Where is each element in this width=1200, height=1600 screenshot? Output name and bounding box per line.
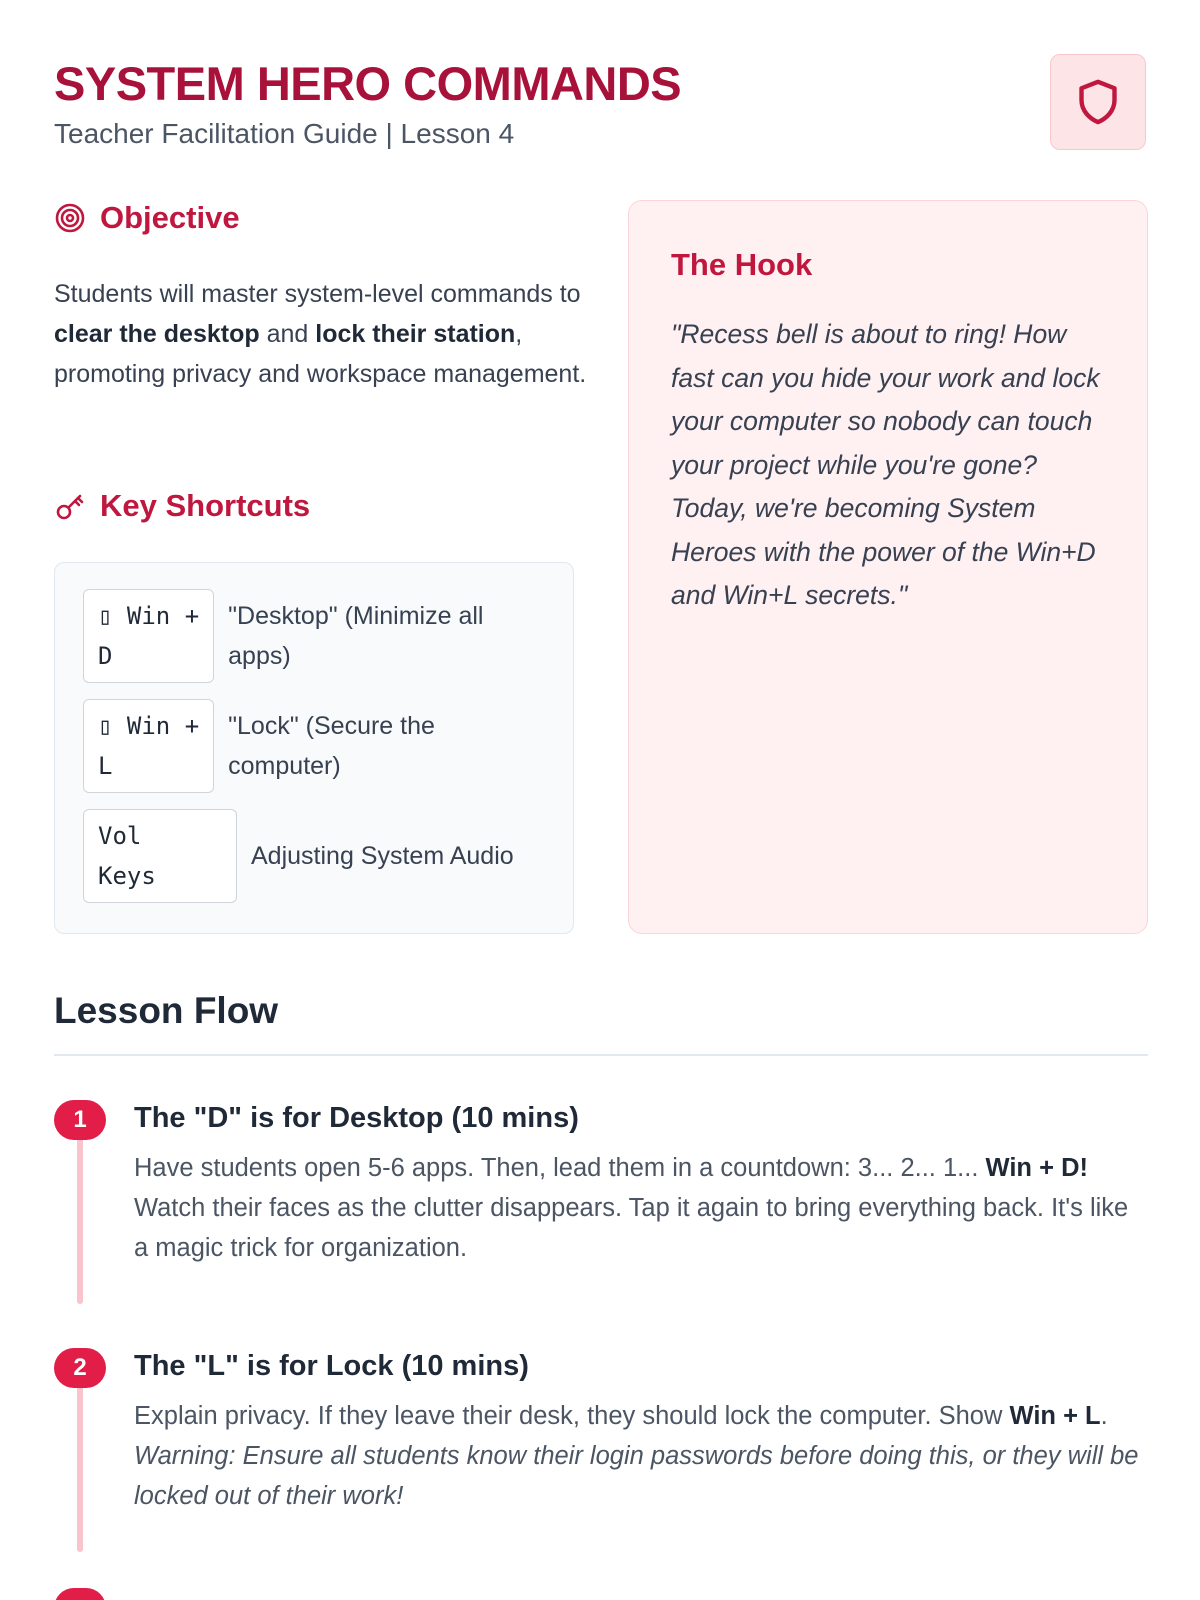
hook-panel — [628, 200, 1148, 934]
target-icon — [54, 202, 86, 234]
key-icon — [54, 490, 86, 522]
hook-quote: "Recess bell is about to ring! How fast can you hide your work and lock your computer so nobody can touch your project while you're gone? Today, we're becoming System Heroes with the power of the Win+D and Win+L secrets." — [671, 319, 1100, 610]
step-bold-shortcut: Win + D! — [985, 1154, 1088, 1182]
shield-badge — [1050, 54, 1146, 150]
divider — [54, 1054, 1148, 1056]
shortcut-row — [83, 699, 528, 793]
shortcut-key: Vol Keys — [83, 809, 237, 903]
shortcut-row — [83, 589, 528, 683]
shield-icon — [1076, 78, 1120, 126]
shortcut-key: ▯ Win + D — [83, 589, 214, 683]
shortcut-desc: Adjusting System Audio — [251, 842, 514, 870]
step-body: Have students open 5-6 apps. Then, lead them in a countdown: 3... 2... 1... Win + D! Watch their faces as the clutter disappears. Tap it again to bring everything back. It's like a magic trick for organization. — [134, 1154, 1129, 1262]
objective-heading-label: Objective — [100, 200, 240, 235]
objective-text: Students will master system-level commands to clear the desktop and lock their station, promoting privacy and workspace management. — [54, 280, 587, 388]
step-title: The "D" is for Desktop (10 mins) — [134, 1102, 579, 1134]
objective-heading — [54, 200, 240, 236]
step-number-badge — [54, 1588, 106, 1600]
objective-bold-desktop: clear the desktop — [54, 320, 260, 348]
step-bold-shortcut: Win + L — [1009, 1402, 1101, 1430]
step-title: The "L" is for Lock (10 mins) — [134, 1350, 529, 1382]
shortcut-desc: "Lock" (Secure the computer) — [228, 712, 435, 780]
shortcuts-heading-label: Key Shortcuts — [100, 488, 311, 523]
shortcut-row — [83, 809, 551, 903]
shortcut-desc: "Desktop" (Minimize all apps) — [228, 602, 484, 670]
step-warning: Warning: Ensure all students know their login passwords before doing this, or they will be locked out of their work! — [134, 1442, 1139, 1510]
page-subtitle: Teacher Facilitation Guide | Lesson 4 — [54, 118, 515, 149]
shortcut-key: ▯ Win + L — [83, 699, 214, 793]
step-body: Explain privacy. If they leave their desk, they should lock the computer. Show Win + L. Warning: Ensure all students know their login passwords before doing this, or they will be locked out of their work! — [134, 1402, 1139, 1510]
objective-bold-lock: lock their station — [315, 320, 516, 348]
shortcuts-heading — [54, 488, 310, 524]
hook-title: The Hook — [671, 247, 813, 282]
lesson-flow-title: Lesson Flow — [54, 990, 279, 1031]
shortcuts-panel — [54, 562, 574, 934]
step-number-badge: 1 — [54, 1100, 106, 1140]
step-number-badge: 2 — [54, 1348, 106, 1388]
page-title: SYSTEM HERO COMMANDS — [54, 57, 682, 110]
